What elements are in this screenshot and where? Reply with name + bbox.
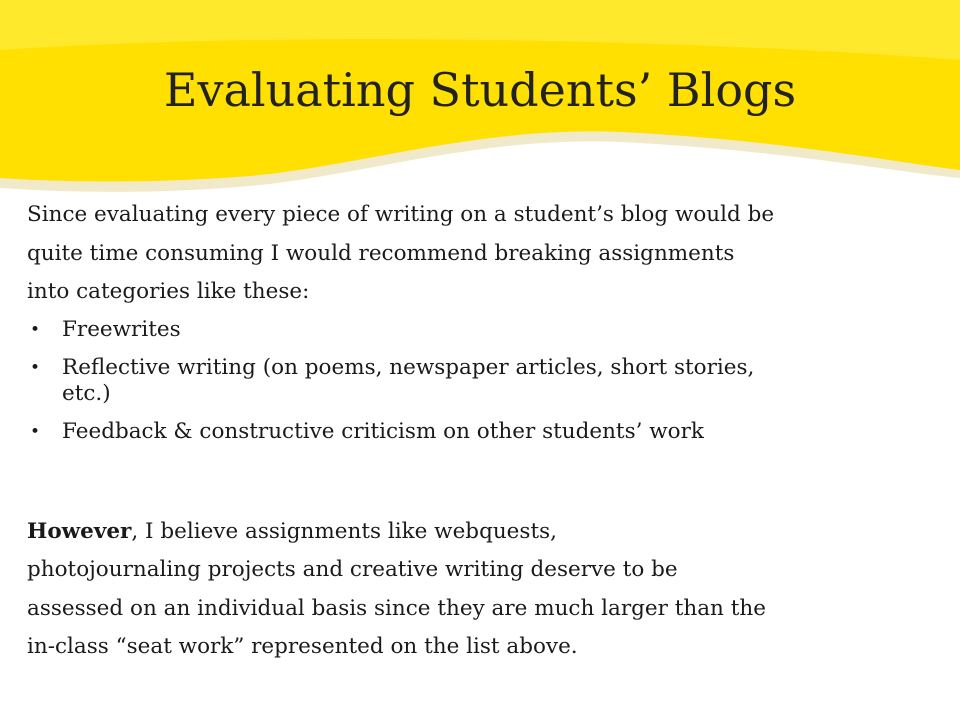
- bullet-icon: •: [30, 421, 41, 442]
- list-item: [27, 317, 952, 343]
- list-item-text: Reflective writing (on poems, newspaper articles, short stories,: [62, 354, 755, 380]
- closing-lead: However: [27, 518, 132, 544]
- slide-body: [27, 196, 952, 667]
- slide-title: Evaluating Students’ Blogs: [163, 63, 797, 117]
- list-item-text: Feedback & constructive criticism on other students’ work: [62, 418, 704, 444]
- closing-line-3: assessed on an individual basis since they are much larger than the: [27, 595, 766, 621]
- closing-line-1-rest: , I believe assignments like webquests,: [131, 518, 557, 544]
- intro-line-1: Since evaluating every piece of writing on a student’s blog would be: [27, 202, 775, 227]
- list-item: [27, 355, 952, 407]
- closing-line-1: [27, 513, 952, 552]
- bullet-icon: •: [30, 319, 41, 340]
- closing-line-2: photojournaling projects and creative writing deserve to be: [27, 557, 678, 582]
- spacer: [27, 457, 952, 513]
- closing-line-4: in-class “seat work” represented on the list above.: [27, 634, 578, 659]
- intro-line-2: quite time consuming I would recommend breaking assignments: [27, 240, 735, 266]
- list-item-text: Freewrites: [62, 316, 181, 342]
- bullet-icon: •: [30, 357, 41, 378]
- list-item-text-continued: etc.): [62, 380, 111, 406]
- intro-line-3: into categories like these:: [27, 279, 310, 304]
- list-item: [27, 419, 952, 445]
- category-list: [27, 317, 952, 445]
